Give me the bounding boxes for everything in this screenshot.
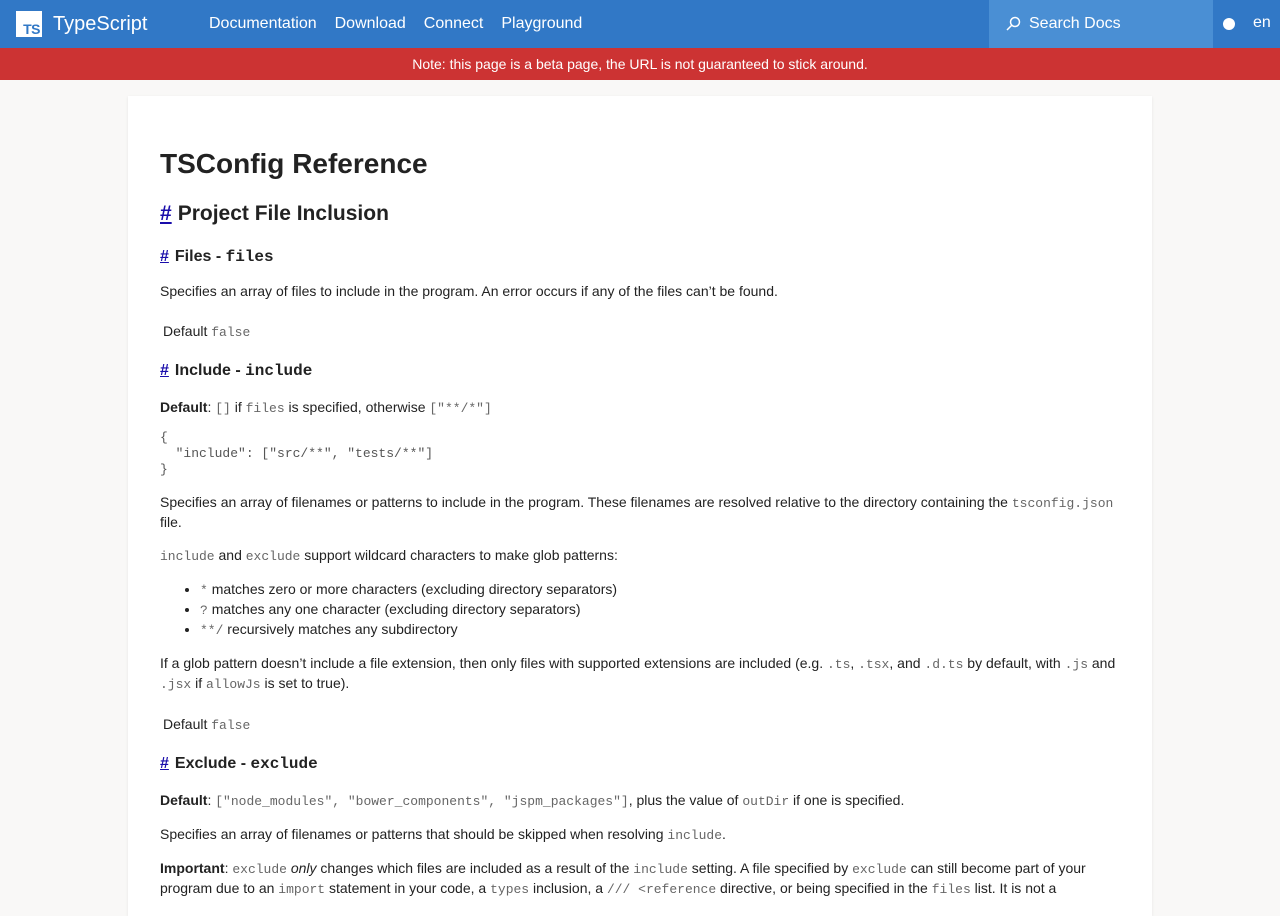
- home-logo-link[interactable]: [16, 11, 147, 37]
- nav-links: [209, 0, 600, 48]
- language-selector[interactable]: en: [1253, 14, 1271, 31]
- include-default: Default: [] if files is specified, otherwise ["**/*"]: [160, 399, 492, 416]
- search-input[interactable]: [1027, 14, 1211, 34]
- exclude-important-note: Important: exclude only changes which files are included as a result of the include setting. A file specified by exclude can still become part of your program due to an import statement in your code, a types inclusion, a /// <reference directive, or being specified in the files list. It is not a: [160, 860, 1086, 897]
- nav-link-playground[interactable]: Playground: [501, 15, 583, 32]
- include-example-code: { "include": ["src/**", "tests/**"] }: [160, 430, 434, 477]
- content-card: [128, 96, 1152, 916]
- include-heading: # Include - include: [160, 362, 313, 380]
- ts-logo-icon: TS: [16, 11, 42, 37]
- exclude-heading: # Exclude - exclude: [160, 755, 318, 773]
- list-item: • ? matches any one character (excluding directory separators): [200, 600, 1120, 620]
- files-heading: # Files - files: [160, 248, 274, 266]
- brand-name: TypeScript: [53, 12, 148, 35]
- page-title: TSConfig Reference: [160, 148, 428, 179]
- section-heading: # Project File Inclusion: [160, 202, 389, 225]
- section-anchor-link[interactable]: #: [160, 202, 172, 225]
- include-default-value: Default false: [163, 716, 251, 733]
- exclude-default: Default: ["node_modules", "bower_components", "jspm_packages"], plus the value of outDir if one is specified.: [160, 792, 905, 809]
- list-item: • * matches zero or more characters (excluding directory separators): [200, 580, 1120, 600]
- extension-note: If a glob pattern doesn’t include a file extension, then only files with supported extensions are included (e.g. .ts, .tsx, and .d.ts by default, with .js and .jsx if allowJs is set to true).: [160, 655, 1116, 692]
- nav-link-documentation[interactable]: Documentation: [209, 15, 317, 32]
- files-anchor-link[interactable]: #: [160, 248, 169, 265]
- wildcard-list: [160, 580, 1120, 640]
- files-description: Specifies an array of files to include in the program. An error occurs if any of the files can’t be found.: [160, 283, 778, 299]
- exclude-anchor-link[interactable]: #: [160, 755, 169, 772]
- theme-toggle-icon[interactable]: [1223, 18, 1235, 30]
- nav-link-download[interactable]: Download: [334, 15, 406, 32]
- include-anchor-link[interactable]: #: [160, 362, 169, 379]
- nav-link-connect[interactable]: Connect: [423, 15, 484, 32]
- files-default: Default false: [163, 323, 251, 340]
- list-item: • **/ recursively matches any subdirectory: [200, 620, 1120, 640]
- search-box[interactable]: [989, 0, 1213, 48]
- beta-banner: Note: this page is a beta page, the URL is not guaranteed to stick around.: [0, 48, 1280, 80]
- wildcard-intro: include and exclude support wildcard characters to make glob patterns:: [160, 547, 618, 564]
- include-description: Specifies an array of filenames or patterns to include in the program. These filenames are resolved relative to the directory containing the tsconfig.json file.: [160, 494, 1114, 530]
- search-icon: [1005, 16, 1021, 32]
- top-nav: [0, 0, 1280, 48]
- exclude-description: Specifies an array of filenames or patterns that should be skipped when resolving include.: [160, 826, 726, 843]
